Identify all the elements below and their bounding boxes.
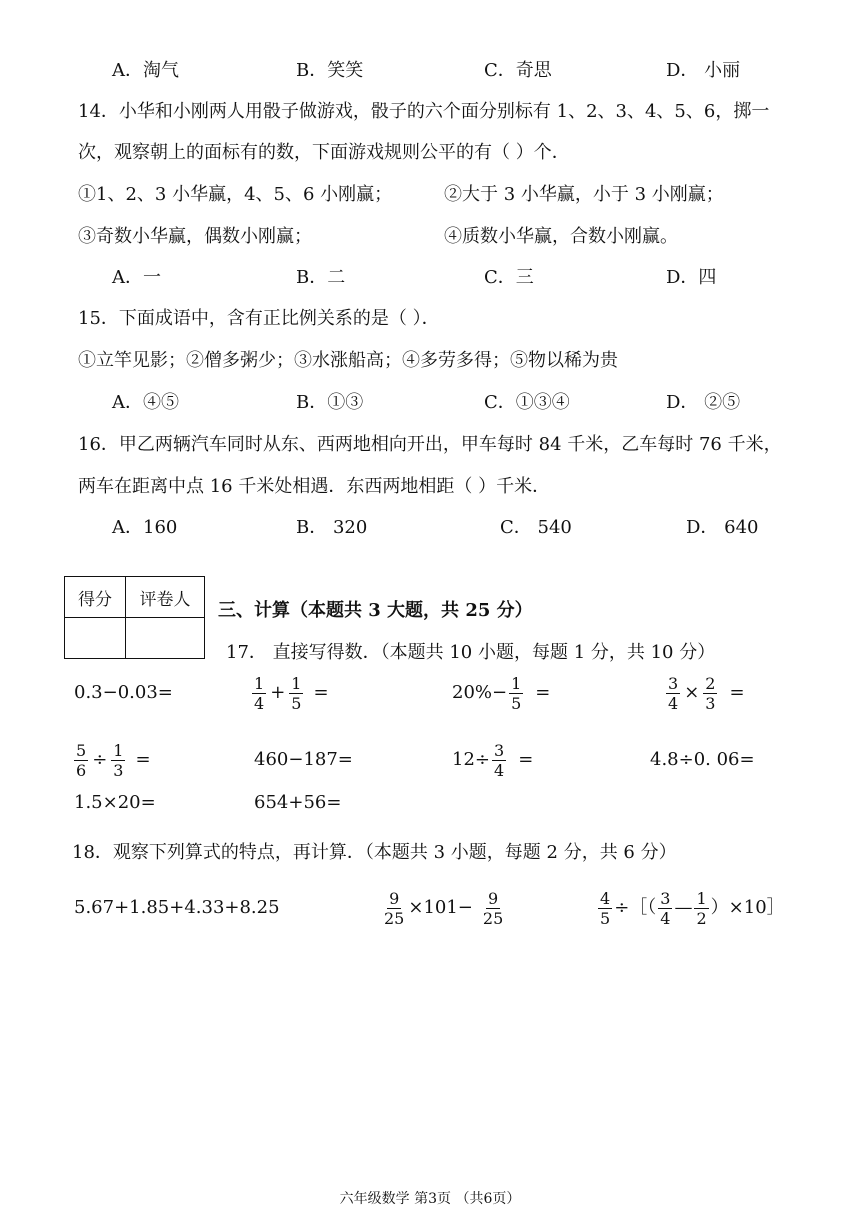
expr-prefix: 12÷ <box>452 749 490 770</box>
denominator: 3 <box>113 760 124 780</box>
operator: ÷［（ <box>614 897 657 918</box>
expr-prefix: 20%− <box>452 682 508 703</box>
equals: = <box>518 749 534 770</box>
fraction <box>703 675 717 712</box>
q16-option-c: C． 540 <box>500 517 572 538</box>
denominator: 4 <box>668 693 679 713</box>
q17-expr-3 <box>452 673 552 713</box>
score-header: 得分 <box>65 577 126 618</box>
denominator: 4 <box>254 693 265 713</box>
fraction <box>492 742 506 779</box>
grader-cell[interactable] <box>126 618 205 659</box>
numerator: 1 <box>254 673 265 693</box>
q18-expr-1 <box>74 888 280 928</box>
q18-title: 18．观察下列算式的特点，再计算．（本题共 3 小题，每题 2 分，共 6 分） <box>72 842 677 863</box>
numerator: 5 <box>76 740 87 760</box>
fraction <box>658 890 672 927</box>
numerator: 1 <box>113 740 124 760</box>
q13-option-b: B．笑笑 <box>296 60 364 81</box>
denominator: 5 <box>511 693 522 713</box>
fraction <box>74 742 88 779</box>
q17-title: 17． 直接写得数．（本题共 10 小题，每题 1 分，共 10 分） <box>226 642 716 663</box>
denominator: 5 <box>291 693 302 713</box>
q14-line2: 次，观察朝上的面标有的数，下面游戏规则公平的有（ ）个． <box>78 142 570 163</box>
fraction <box>111 742 125 779</box>
minus: — <box>674 897 693 918</box>
q15-option-d: D． ②⑤ <box>666 392 741 413</box>
q15-line1: 15．下面成语中，含有正比例关系的是（ ）． <box>78 308 440 329</box>
page-footer: 六年级数学 第3页 （共6页） <box>339 1191 521 1207</box>
q15-option-c: C．①③④ <box>484 392 570 413</box>
q15-option-b: B．①③ <box>296 392 364 413</box>
q18-expr-3 <box>596 888 785 928</box>
numerator: 1 <box>696 888 707 908</box>
fraction <box>481 890 505 927</box>
operator: × <box>684 682 700 703</box>
denominator: 5 <box>600 908 611 928</box>
q16-line2: 两车在距离中点 16 千米处相遇．东西两地相距（ ）千米． <box>78 476 551 497</box>
expr-tail: ）×10］ <box>710 897 785 918</box>
denominator: 6 <box>76 760 87 780</box>
score-cell[interactable] <box>65 618 126 659</box>
denominator: 3 <box>705 693 716 713</box>
fraction <box>289 675 303 712</box>
numerator: 9 <box>487 888 499 908</box>
q17-expr-8 <box>650 740 755 780</box>
numerator: 3 <box>668 673 679 693</box>
q17-expr-1 <box>74 673 173 713</box>
operator: + <box>270 682 286 703</box>
fraction <box>382 890 406 927</box>
fraction <box>694 890 708 927</box>
q17-expr-7 <box>452 740 535 780</box>
q16-option-d: D． 640 <box>686 517 759 538</box>
q17-expr-9-text: 1.5×20= <box>74 792 156 813</box>
q16-line1: 16．甲乙两辆汽车同时从东、西两地相向开出，甲车每时 84 千米，乙车每时 76 千米， <box>78 434 782 455</box>
q17-expr-4 <box>664 673 747 713</box>
numerator: 1 <box>511 673 522 693</box>
q17-expr-1-text: 0.3−0.03= <box>74 682 173 703</box>
numerator: 2 <box>705 673 716 693</box>
q16-option-a: A．160 <box>112 517 178 538</box>
q14-rule1: ①1、2、3 小华赢，4、5、6 小刚赢； <box>78 184 393 205</box>
q13-option-d: D． 小丽 <box>666 60 741 81</box>
q17-expr-5 <box>72 740 153 780</box>
denominator: 25 <box>384 908 405 928</box>
q17-expr-6 <box>254 740 353 780</box>
fraction <box>252 675 266 712</box>
denominator: 2 <box>696 908 707 928</box>
numerator: 9 <box>389 888 400 908</box>
q17-expr-9 <box>74 783 156 823</box>
q17-expr-10-text: 654+56= <box>254 792 342 813</box>
numerator: 3 <box>494 740 505 760</box>
q13-option-c: C．奇思 <box>484 60 552 81</box>
q18-expr-1-text: 5.67+1.85+4.33+8.25 <box>74 897 280 918</box>
q14-rule3: ③奇数小华赢，偶数小刚赢； <box>78 226 312 247</box>
equals: = <box>535 682 551 703</box>
q17-expr-10 <box>254 783 341 823</box>
q17-expr-2 <box>250 673 331 713</box>
q14-option-b: B．二 <box>296 267 346 288</box>
fraction <box>509 675 523 712</box>
q17-expr-8-text: 4.8÷0. 06= <box>650 749 755 770</box>
section3-title: 三、计算（本题共 3 大题，共 25 分） <box>218 600 533 621</box>
denominator: 4 <box>660 908 671 928</box>
equals: = <box>729 682 745 703</box>
q14-line1: 14．小华和小刚两人用骰子做游戏，骰子的六个面分别标有 1、2、3、4、5、6，掷一 <box>78 101 770 122</box>
expr-middle: ×101− <box>408 897 473 918</box>
grader-header: 评卷人 <box>126 577 205 618</box>
q14-rule4: ④质数小华赢，合数小刚赢。 <box>444 226 678 247</box>
equals: = <box>135 749 151 770</box>
denominator: 25 <box>482 908 504 928</box>
equals: = <box>313 682 329 703</box>
q17-expr-6-text: 460−187= <box>254 749 353 770</box>
numerator: 4 <box>600 888 611 908</box>
fraction <box>666 675 680 712</box>
q14-rule2: ②大于 3 小华赢，小于 3 小刚赢； <box>444 184 724 205</box>
q16-option-b: B． 320 <box>296 517 368 538</box>
q14-option-d: D．四 <box>666 267 717 288</box>
q14-option-c: C．三 <box>484 267 534 288</box>
fraction <box>598 890 612 927</box>
numerator: 3 <box>660 888 671 908</box>
numerator: 1 <box>291 673 302 693</box>
denominator: 4 <box>494 760 505 780</box>
score-table <box>64 576 205 659</box>
q13-option-a: A．淘气 <box>112 60 179 81</box>
operator: ÷ <box>92 749 108 770</box>
q14-option-a: A．一 <box>112 267 161 288</box>
q15-option-a: A．④⑤ <box>112 392 179 413</box>
q18-expr-2 <box>380 888 507 928</box>
q15-line2: ①立竿见影；②僧多粥少；③水涨船高；④多劳多得；⑤物以稀为贵 <box>78 350 618 371</box>
